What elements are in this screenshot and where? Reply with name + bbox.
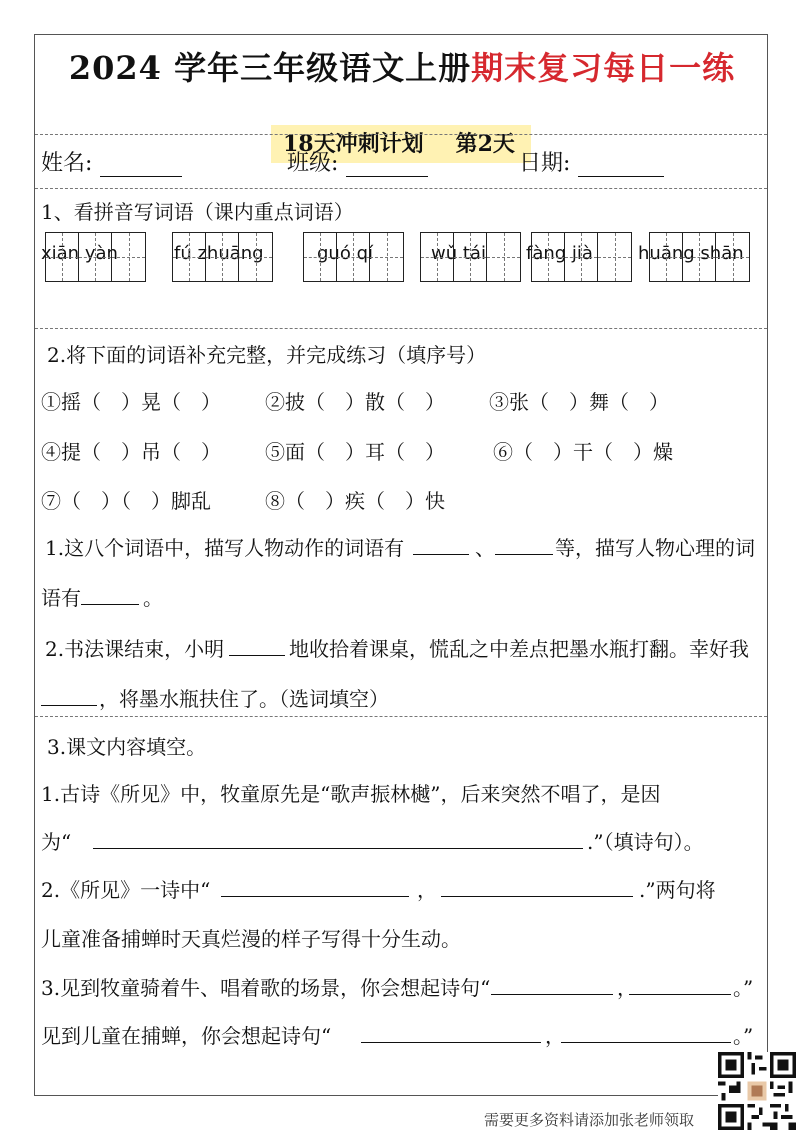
footer-note: 需要更多资料请添加张老师领取 [484,1111,695,1129]
s2-q2-text: 2.书法课结束，小明 [45,637,225,661]
s3-q3-comma-2: ， [545,1024,565,1048]
s3-q3-text-2: 见到儿童在捕蝉，你会想起诗句“ [41,1024,332,1048]
writing-grid[interactable] [172,232,273,282]
s2-q1-text-2: 等，描写人物心理的词 [555,536,755,560]
s3-q3-end-2: 。” [733,1024,754,1048]
pinyin-label: xiān yàn [41,243,118,264]
writing-grid[interactable] [303,232,404,282]
s2-q1-sep: 、 [475,536,495,560]
s2-q1-text-3: 语有 [41,586,81,610]
date-blank[interactable] [578,155,664,177]
section2-heading: 2.将下面的词语补充完整，并完成练习（填序号） [47,343,487,367]
idiom-item: ⑤面（ ）耳（ ） [265,440,445,464]
worksheet-frame [34,34,768,1096]
page-title [35,43,769,89]
s3-q1-text-2: 为“ [41,830,72,854]
answer-blank[interactable] [229,654,285,656]
divider [35,188,767,189]
s3-q2-text: 2.《所见》一诗中“ [41,878,211,902]
class-blank[interactable] [346,155,428,177]
idiom-item: ①摇（ ）晃（ ） [41,390,221,414]
idiom-item: ③张（ ）舞（ ） [489,390,669,414]
date-field [519,146,664,177]
answer-blank[interactable] [413,553,469,555]
answer-blank[interactable] [361,1041,541,1043]
class-field [287,146,428,177]
pinyin-label: fú zhuāng [174,243,264,264]
s2-q1-text: 1.这八个词语中，描写人物动作的词语有 [45,536,405,560]
name-label: 姓名: [41,151,93,176]
s3-q3-text: 3.见到牧童骑着牛、唱着歌的场景，你会想起诗句“ [41,976,491,1000]
answer-blank[interactable] [221,895,409,897]
answer-blank[interactable] [629,993,731,995]
idiom-item: ⑦（ ）（ ）脚乱 [41,489,211,513]
idiom-item: ⑥（ ）干（ ）燥 [493,440,673,464]
writing-grid[interactable] [420,232,521,282]
day-label: 第2天 [455,131,515,157]
class-label: 班级: [287,151,339,176]
s3-q1-text-3: .”（填诗句）。 [587,830,704,854]
section1-heading: 1、看拼音写词语（课内重点词语） [41,200,354,224]
s3-q3-end: 。” [733,976,754,1000]
divider [35,134,767,135]
answer-blank[interactable] [441,895,633,897]
section3-heading: 3.课文内容填空。 [47,735,207,759]
writing-grid[interactable] [531,232,632,282]
pinyin-label: wǔ tái [431,243,486,264]
s3-q1-text: 1.古诗《所见》中，牧童原先是“歌声振林樾”，后来突然不唱了，是因 [41,782,661,806]
s3-q2-text-2: .”两句将 [639,878,716,902]
idiom-item: ⑧（ ）疾（ ）快 [265,489,445,513]
writing-grid[interactable] [649,232,750,282]
plan-label: 18天冲刺计划 [283,131,424,157]
idiom-item: ②披（ ）散（ ） [265,390,445,414]
name-field [41,146,182,177]
pinyin-label: huāng shān [638,243,744,264]
divider [35,716,767,717]
divider [35,328,767,329]
qr-code-icon [718,1052,796,1130]
pinyin-label: fàng jià [526,243,593,264]
s3-q2-text-3: 儿童准备捕蝉时天真烂漫的样子写得十分生动。 [41,927,461,951]
s3-q2-comma: ， [417,878,437,902]
answer-blank[interactable] [41,704,97,706]
s2-q1-end: 。 [143,586,163,610]
title-main: 2024 学年三年级语文上册 [68,49,472,87]
s3-q3-comma: ， [617,976,637,1000]
answer-blank[interactable] [491,993,613,995]
pinyin-label: guó qí [317,243,373,264]
answer-blank[interactable] [561,1041,731,1043]
writing-grid[interactable] [45,232,146,282]
answer-blank[interactable] [495,553,553,555]
answer-blank[interactable] [81,603,139,605]
s2-q2-text-3: ，将墨水瓶扶住了。（选词填空） [99,687,389,711]
idiom-item: ④提（ ）吊（ ） [41,440,221,464]
title-highlight: 期末复习每日一练 [471,49,736,87]
answer-blank[interactable] [93,847,583,849]
name-blank[interactable] [100,155,182,177]
s2-q2-text-2: 地收拾着课桌，慌乱之中差点把墨水瓶打翻。幸好我 [289,637,749,661]
date-label: 日期: [519,151,571,176]
